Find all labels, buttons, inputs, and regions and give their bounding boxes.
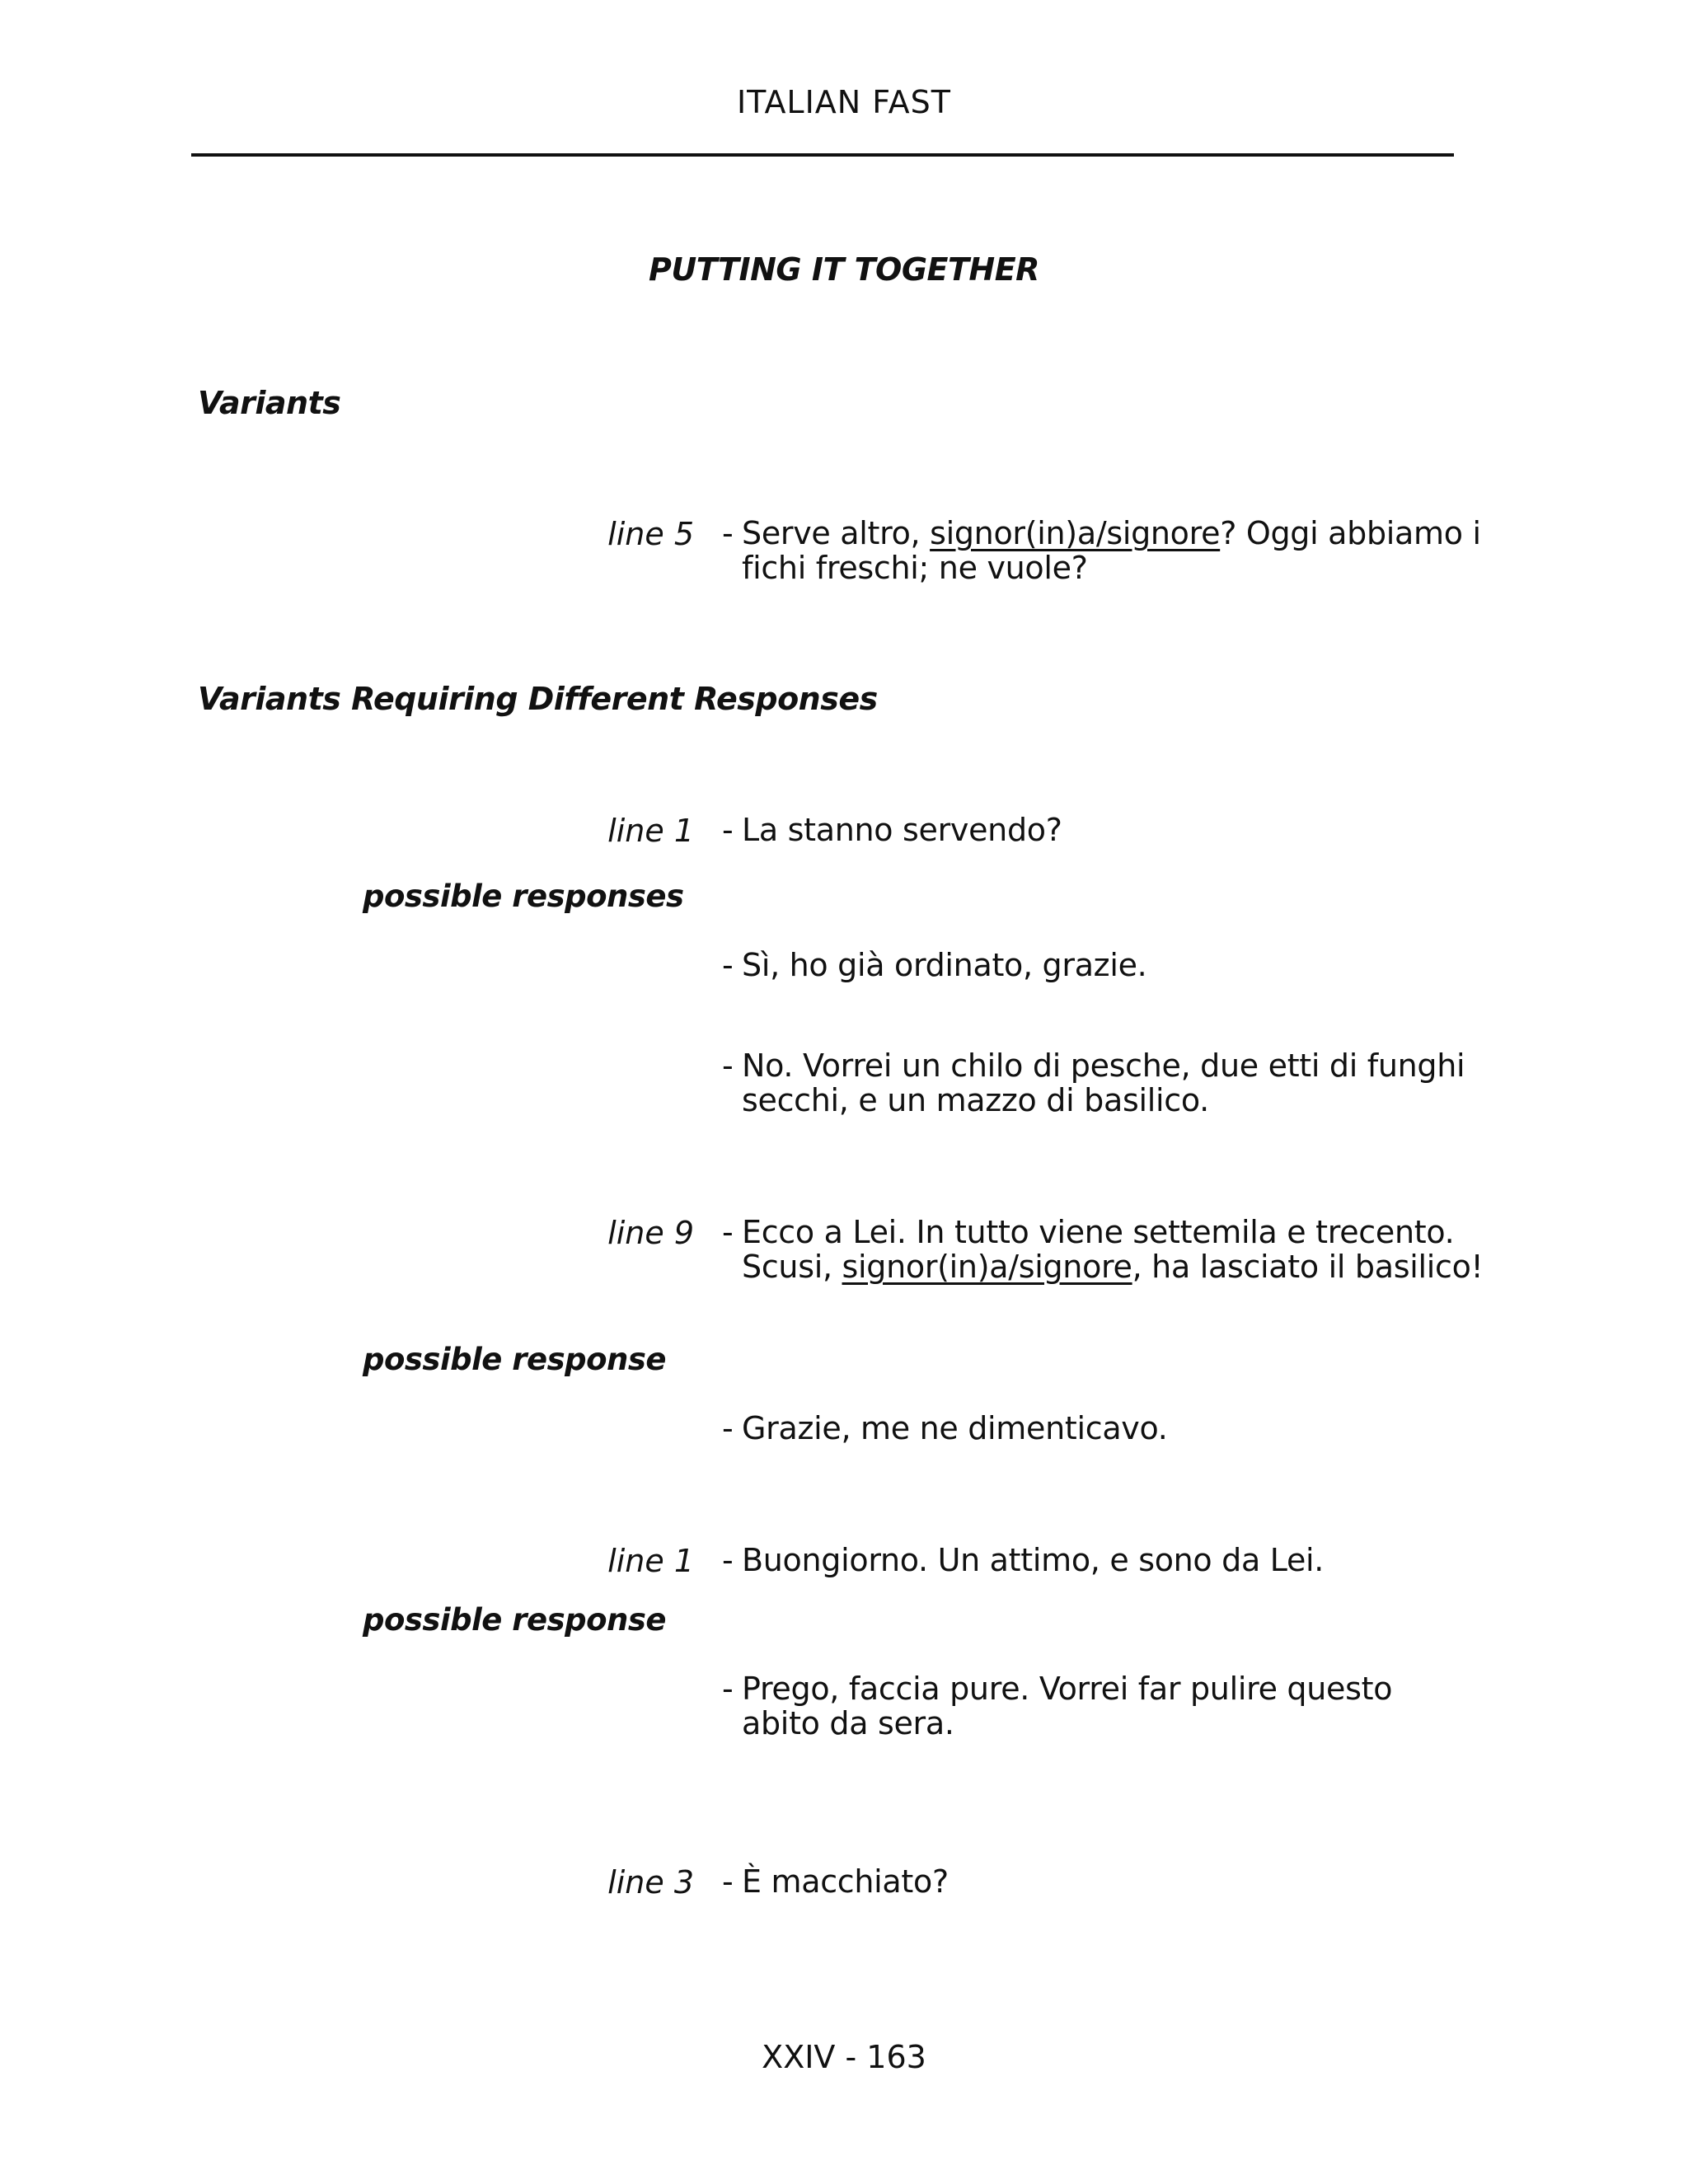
variant-line5-after: ? Oggi abbiamo i bbox=[1220, 515, 1481, 551]
group1-response1: - Sì, ho già ordinato, grazie. bbox=[722, 947, 1147, 983]
group1-prompt-text: La stanno servendo? bbox=[742, 812, 1062, 848]
line-label-3: line 3 bbox=[607, 1864, 694, 1900]
group1-response2-line2: secchi, e un mazzo di basilico. bbox=[742, 1082, 1209, 1118]
variant-line5-continuation: fichi freschi; ne vuole? bbox=[742, 550, 1088, 586]
group3-response-line1: Prego, faccia pure. Vorrei far pulire questo bbox=[742, 1671, 1393, 1707]
group1-response1-text: Sì, ho già ordinato, grazie. bbox=[742, 947, 1147, 983]
line-label-1b: line 1 bbox=[607, 1543, 694, 1579]
header-rule bbox=[191, 153, 1454, 157]
group2-prompt-line2-after: , ha lasciato il basilico! bbox=[1132, 1249, 1484, 1285]
variants-different-heading: Variants Requiring Different Responses bbox=[198, 681, 878, 717]
possible-responses-label: possible responses bbox=[363, 879, 684, 914]
group2-prompt-line2-before: Scusi, bbox=[742, 1249, 842, 1285]
group1-response2-line1: No. Vorrei un chilo di pesche, due etti di funghi bbox=[742, 1047, 1465, 1084]
variant-line5-text bbox=[722, 516, 1481, 585]
group1-prompt: - La stanno servendo? bbox=[722, 812, 1062, 848]
line-label-5: line 5 bbox=[607, 516, 694, 552]
line-label-1: line 1 bbox=[607, 813, 694, 849]
group4-prompt-text: È macchiato? bbox=[742, 1863, 949, 1900]
possible-response-label-2: possible response bbox=[363, 1602, 667, 1638]
running-head: ITALIAN FAST bbox=[736, 84, 952, 120]
variants-heading: Variants bbox=[198, 385, 341, 421]
possible-response-label: possible response bbox=[363, 1342, 667, 1377]
group3-prompt-text: Buongiorno. Un attimo, e sono da Lei. bbox=[742, 1542, 1325, 1578]
variant-line5-underlined: signor(in)a/signore bbox=[930, 515, 1221, 551]
group2-response-text: Grazie, me ne dimenticavo. bbox=[742, 1410, 1168, 1446]
dash: - bbox=[722, 515, 734, 551]
group2-prompt: - Ecco a Lei. In tutto viene settemila e trecento. Scusi, signor(in)a/signore, ha lasciato il basilico! bbox=[722, 1214, 1484, 1285]
group2-prompt-line2-underlined: signor(in)a/signore bbox=[842, 1249, 1132, 1285]
group1-response2: - No. Vorrei un chilo di pesche, due etti di funghi secchi, e un mazzo di basilico. bbox=[722, 1047, 1465, 1118]
variant-line5-before: Serve altro, bbox=[742, 515, 931, 551]
group2-response: - Grazie, me ne dimenticavo. bbox=[722, 1410, 1168, 1446]
line-label-9: line 9 bbox=[607, 1215, 694, 1251]
section-title: PUTTING IT TOGETHER bbox=[649, 251, 1039, 288]
group3-prompt: - Buongiorno. Un attimo, e sono da Lei. bbox=[722, 1542, 1325, 1578]
group4-prompt: - È macchiato? bbox=[722, 1863, 949, 1900]
group3-response: - Prego, faccia pure. Vorrei far pulire questo abito da sera. bbox=[722, 1671, 1393, 1741]
group3-response-line2: abito da sera. bbox=[742, 1705, 954, 1741]
page-number: XXIV - 163 bbox=[762, 2039, 926, 2075]
group2-prompt-line2 bbox=[722, 1249, 1483, 1284]
group2-prompt-line1: Ecco a Lei. In tutto viene settemila e trecento. bbox=[742, 1214, 1455, 1250]
